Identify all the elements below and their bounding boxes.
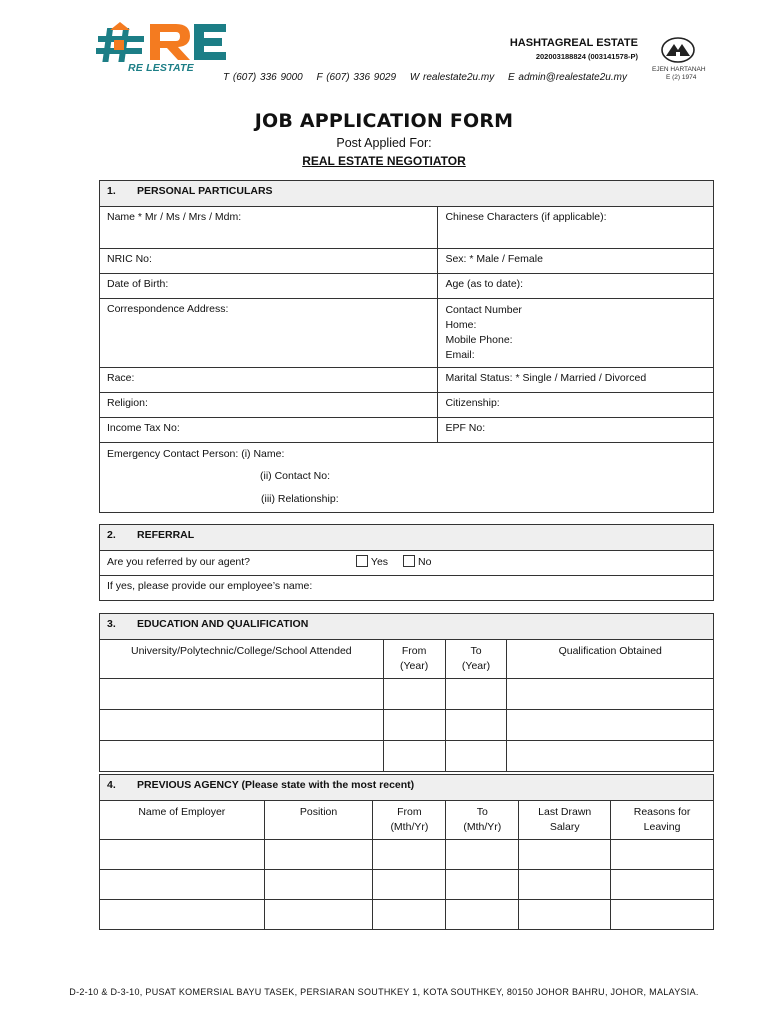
table-row bbox=[100, 840, 714, 870]
table-row bbox=[100, 741, 714, 772]
form-title: JOB APPLICATION FORM bbox=[254, 110, 514, 132]
table-cell[interactable] bbox=[507, 710, 714, 741]
column-header-employer: Name of Employer bbox=[100, 801, 265, 840]
yes-label: Yes bbox=[370, 556, 389, 568]
table-cell[interactable] bbox=[611, 840, 714, 870]
section-header bbox=[100, 614, 714, 640]
section-title: EDUCATION AND QUALIFICATION bbox=[137, 618, 309, 630]
telephone: T (607) 336 9000 bbox=[223, 72, 303, 83]
contact-number-field[interactable] bbox=[438, 299, 714, 368]
column-header-to bbox=[445, 640, 507, 679]
column-header-position: Position bbox=[264, 801, 373, 840]
contact-line bbox=[223, 72, 637, 83]
section-number: 1. bbox=[107, 185, 116, 197]
referral-question-row bbox=[100, 551, 714, 576]
employee-name-field[interactable]: If yes, please provide our employee’s name: bbox=[100, 576, 714, 601]
education-table bbox=[99, 613, 714, 772]
post-label: Post Applied For: bbox=[336, 136, 432, 150]
table-cell[interactable] bbox=[373, 870, 446, 900]
home-label: Home: bbox=[445, 319, 477, 331]
column-header-institution: University/Polytechnic/College/School Attended bbox=[100, 640, 384, 679]
marital-status-field[interactable]: Marital Status: * Single / Married / Divorced bbox=[438, 368, 714, 393]
reasons-label: Reasons for bbox=[633, 806, 691, 818]
mobile-label: Mobile Phone: bbox=[445, 334, 513, 346]
table-cell[interactable] bbox=[100, 840, 265, 870]
to-label: To bbox=[476, 806, 488, 818]
logo-subtext: RE LESTATE bbox=[128, 62, 194, 74]
table-cell[interactable] bbox=[611, 900, 714, 930]
table-cell[interactable] bbox=[264, 840, 373, 870]
month-year-label: (Mth/Yr) bbox=[390, 821, 429, 833]
estate-agent-seal-icon bbox=[660, 36, 696, 64]
table-cell[interactable] bbox=[383, 710, 445, 741]
table-cell[interactable] bbox=[383, 741, 445, 772]
column-header-salary bbox=[519, 801, 611, 840]
table-cell[interactable] bbox=[264, 870, 373, 900]
column-header-qualification: Qualification Obtained bbox=[507, 640, 714, 679]
seal-caption: EJEN HARTANAH bbox=[652, 66, 706, 73]
month-year-label: (Mth/Yr) bbox=[463, 821, 502, 833]
yes-checkbox[interactable] bbox=[356, 555, 368, 567]
table-row bbox=[100, 679, 714, 710]
nric-field[interactable]: NRIC No: bbox=[100, 249, 438, 274]
email-label: Email: bbox=[445, 349, 475, 361]
table-row bbox=[100, 710, 714, 741]
hashtag-re-logo-icon bbox=[94, 22, 228, 62]
fax: F (607) 336 9029 bbox=[316, 72, 397, 83]
year-label: (Year) bbox=[399, 660, 429, 672]
post-value: REAL ESTATE NEGOTIATOR bbox=[302, 154, 466, 168]
race-field[interactable]: Race: bbox=[100, 368, 438, 393]
chinese-characters-field[interactable]: Chinese Characters (if applicable): bbox=[438, 207, 714, 249]
epf-field[interactable]: EPF No: bbox=[438, 418, 714, 443]
from-label: From bbox=[401, 645, 427, 657]
table-cell[interactable] bbox=[100, 900, 265, 930]
table-cell[interactable] bbox=[264, 900, 373, 930]
table-cell[interactable] bbox=[611, 870, 714, 900]
table-cell[interactable] bbox=[507, 679, 714, 710]
emergency-name-label: Emergency Contact Person: (i) Name: bbox=[107, 448, 285, 460]
table-cell[interactable] bbox=[445, 679, 507, 710]
emergency-contact-field[interactable] bbox=[100, 443, 714, 513]
table-cell[interactable] bbox=[446, 840, 519, 870]
referral-table bbox=[99, 524, 714, 601]
section-header bbox=[100, 525, 714, 551]
table-row bbox=[100, 900, 714, 930]
contact-label: Contact Number bbox=[445, 304, 522, 316]
seal-code: E (2) 1974 bbox=[666, 74, 697, 81]
column-header-from bbox=[373, 801, 446, 840]
year-label: (Year) bbox=[461, 660, 491, 672]
table-cell[interactable] bbox=[373, 840, 446, 870]
date-of-birth-field[interactable]: Date of Birth: bbox=[100, 274, 438, 299]
section-title: PERSONAL PARTICULARS bbox=[137, 185, 273, 197]
table-cell[interactable] bbox=[519, 840, 611, 870]
section-number: 2. bbox=[107, 529, 116, 541]
age-field[interactable]: Age (as to date): bbox=[438, 274, 714, 299]
email: E admin@realestate2u.my bbox=[507, 72, 627, 83]
table-cell[interactable] bbox=[100, 710, 384, 741]
previous-agency-table bbox=[99, 774, 714, 930]
section-number: 3. bbox=[107, 618, 116, 630]
table-cell[interactable] bbox=[383, 679, 445, 710]
sex-field[interactable]: Sex: * Male / Female bbox=[438, 249, 714, 274]
name-field[interactable]: Name * Mr / Ms / Mrs / Mdm: bbox=[100, 207, 438, 249]
registration-number: 202003188824 (003141578-P) bbox=[535, 52, 638, 61]
personal-particulars-table bbox=[99, 180, 714, 513]
section-number: 4. bbox=[107, 779, 116, 791]
table-cell[interactable] bbox=[519, 900, 611, 930]
section-title: REFERRAL bbox=[137, 529, 195, 541]
table-row bbox=[100, 870, 714, 900]
company-name: HASHTAGREAL ESTATE bbox=[509, 37, 638, 49]
no-checkbox[interactable] bbox=[403, 555, 415, 567]
table-cell[interactable] bbox=[446, 900, 519, 930]
salary-label: Salary bbox=[549, 821, 580, 833]
emergency-contact-label: (ii) Contact No: bbox=[260, 470, 331, 482]
company-logo bbox=[94, 22, 228, 82]
column-header-reasons bbox=[611, 801, 714, 840]
emergency-relationship-label: (iii) Relationship: bbox=[261, 493, 339, 505]
from-label: From bbox=[397, 806, 422, 818]
table-cell[interactable] bbox=[373, 900, 446, 930]
website: W realestate2u.my bbox=[409, 72, 495, 83]
table-cell[interactable] bbox=[445, 710, 507, 741]
table-cell[interactable] bbox=[446, 870, 519, 900]
section-header bbox=[100, 775, 714, 801]
table-cell[interactable] bbox=[100, 870, 265, 900]
no-label: No bbox=[417, 556, 432, 568]
column-header-to bbox=[446, 801, 519, 840]
citizenship-field[interactable]: Citizenship: bbox=[438, 393, 714, 418]
referral-question: Are you referred by our agent? bbox=[107, 556, 251, 568]
table-cell[interactable] bbox=[100, 679, 384, 710]
religion-field[interactable]: Religion: bbox=[100, 393, 438, 418]
address-field[interactable]: Correspondence Address: bbox=[100, 299, 438, 368]
table-cell[interactable] bbox=[507, 741, 714, 772]
leaving-label: Leaving bbox=[643, 821, 681, 833]
last-drawn-label: Last Drawn bbox=[538, 806, 592, 818]
table-cell[interactable] bbox=[445, 741, 507, 772]
footer-address: D-2-10 & D-3-10, PUSAT KOMERSIAL BAYU TASEK, PERSIARAN SOUTHKEY 1, KOTA SOUTHKEY, 80150 JOHOR BAHRU, JOHOR, MALAYSIA. bbox=[69, 987, 699, 997]
section-header bbox=[100, 181, 714, 207]
to-label: To bbox=[470, 645, 482, 657]
income-tax-field[interactable]: Income Tax No: bbox=[100, 418, 438, 443]
column-header-from bbox=[383, 640, 445, 679]
section-title: PREVIOUS AGENCY (Please state with the most recent) bbox=[137, 779, 415, 791]
table-cell[interactable] bbox=[519, 870, 611, 900]
table-cell[interactable] bbox=[100, 741, 384, 772]
